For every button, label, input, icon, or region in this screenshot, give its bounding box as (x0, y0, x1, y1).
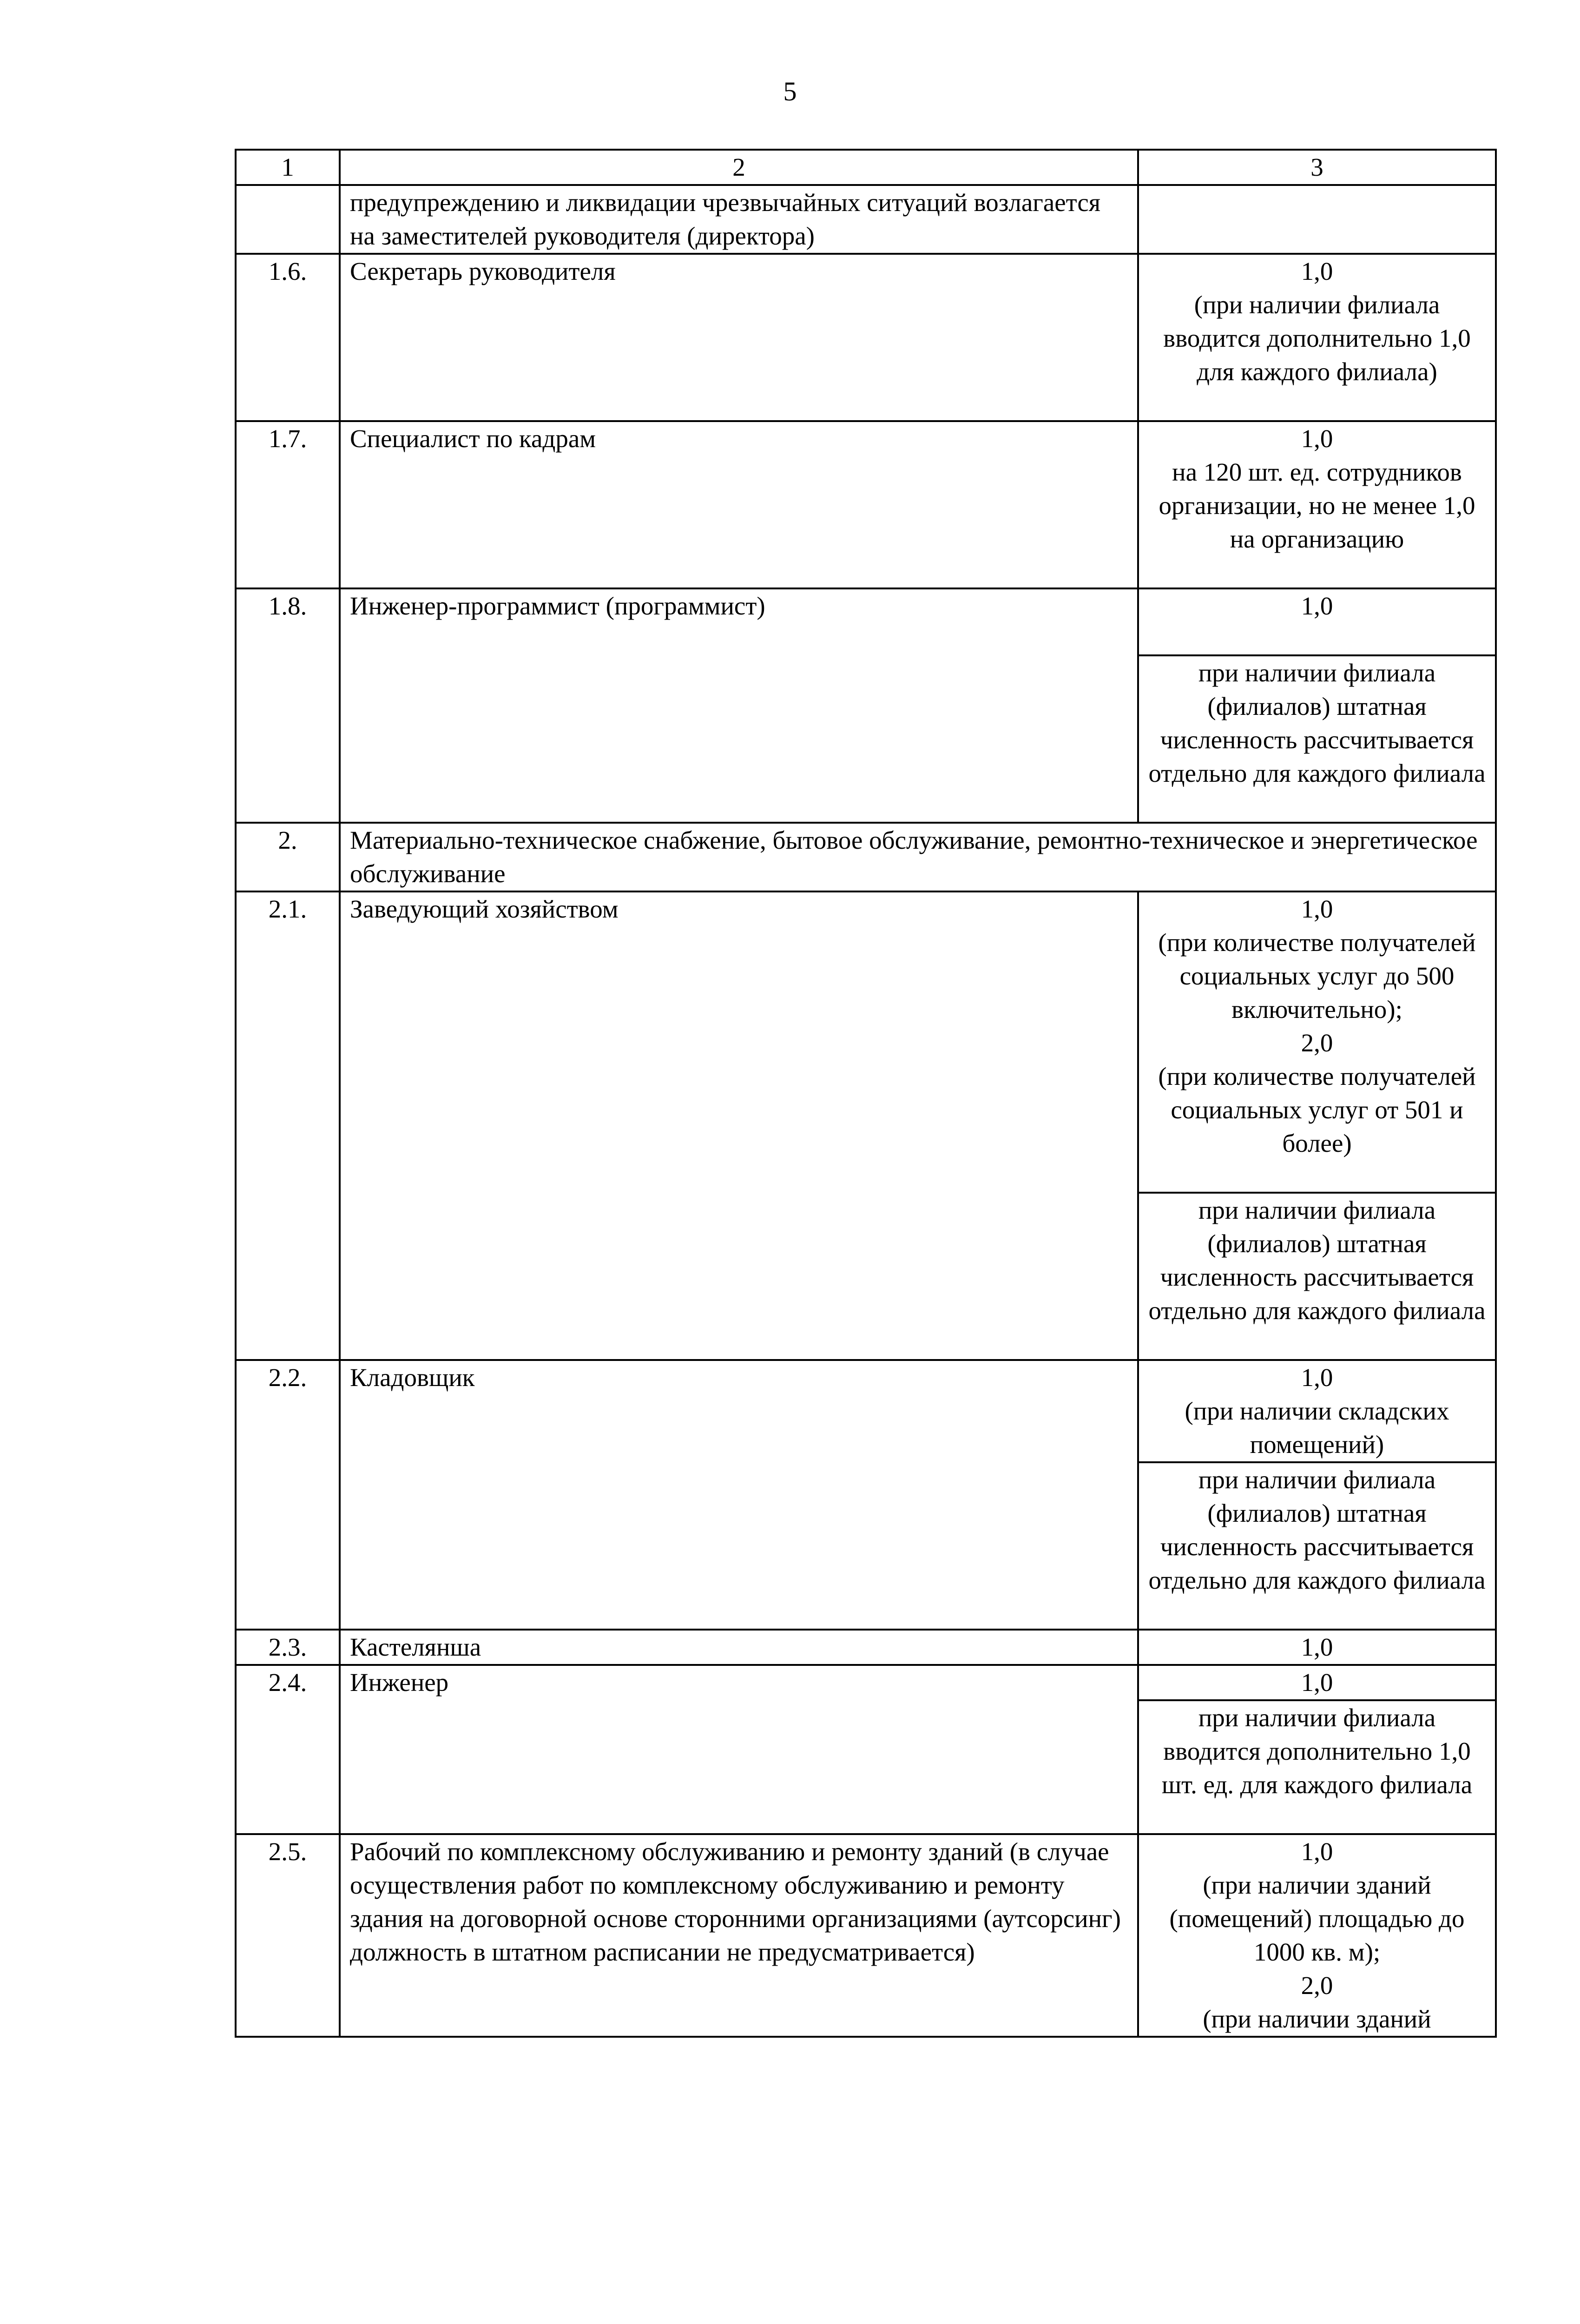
row-position: Секретарь руководителя (340, 254, 1138, 421)
page-number: 5 (783, 76, 797, 106)
row-position: Кладовщик (340, 1360, 1138, 1630)
header-col-1: 1 (236, 150, 340, 185)
table-row (236, 185, 1496, 254)
row-norm: 1,0 (1138, 1630, 1496, 1665)
row-number: 1.7. (236, 421, 340, 588)
table-row (236, 1360, 1496, 1462)
row-position: Специалист по кадрам (340, 421, 1138, 588)
table-row (236, 891, 1496, 1193)
section-title: Материально-техническое снабжение, бытовое обслуживание, ремонтно-техническое и энергетическое обслуживание (340, 823, 1496, 891)
row-position: Инженер (340, 1665, 1138, 1834)
row-number: 2.5. (236, 1834, 340, 2037)
section-number: 2. (236, 823, 340, 891)
header-col-3: 3 (1138, 150, 1496, 185)
row-position: предупреждению и ликвидации чрезвычайных ситуаций возлагается на заместителей руководителя (директора) (340, 185, 1138, 254)
table-row (236, 588, 1496, 655)
row-norm-branch-note: при наличии филиала вводится дополнительно 1,0 шт. ед. для каждого филиала (1138, 1700, 1496, 1834)
staffing-table-body (236, 150, 1496, 2037)
row-position: Рабочий по комплексному обслуживанию и ремонту зданий (в случае осуществления работ по комплексному обслуживанию и ремонту здания на договорной основе сторонними организациями (аутсорсинг) должность в штатном расписании не предусматривается) (340, 1834, 1138, 2037)
table-row (236, 421, 1496, 588)
row-norm-branch-note: при наличии филиала (филиалов) штатная численность рассчитывается отдельно для каждого филиала (1138, 1193, 1496, 1360)
row-position: Кастелянша (340, 1630, 1138, 1665)
row-number: 1.8. (236, 588, 340, 823)
header-col-2: 2 (340, 150, 1138, 185)
row-position: Заведующий хозяйством (340, 891, 1138, 1360)
table-row (236, 254, 1496, 421)
row-number: 1.6. (236, 254, 340, 421)
row-norm: 1,0 (при наличии зданий (помещений) площадью до 1000 кв. м); 2,0 (при наличии зданий (1138, 1834, 1496, 2037)
row-norm: 1,0 (при количестве получателей социальных услуг до 500 включительно); 2,0 (при количестве получателей социальных услуг от 501 и более) (1138, 891, 1496, 1193)
row-norm-branch-note: при наличии филиала (филиалов) штатная численность рассчитывается отдельно для каждого филиала (1138, 655, 1496, 823)
row-number: 2.1. (236, 891, 340, 1360)
table-header-row (236, 150, 1496, 185)
row-norm: 1,0 на 120 шт. ед. сотрудников организации, но не менее 1,0 на организацию (1138, 421, 1496, 588)
row-norm: 1,0 (при наличии складских помещений) (1138, 1360, 1496, 1462)
row-number: 2.3. (236, 1630, 340, 1665)
table-row (236, 1665, 1496, 1700)
row-number: 2.4. (236, 1665, 340, 1834)
table-row (236, 1834, 1496, 2037)
row-norm: 1,0 (1138, 588, 1496, 655)
row-position: Инженер-программист (программист) (340, 588, 1138, 823)
row-norm-branch-note: при наличии филиала (филиалов) штатная численность рассчитывается отдельно для каждого филиала (1138, 1462, 1496, 1630)
staffing-table (235, 149, 1497, 2038)
row-number (236, 185, 340, 254)
row-norm: 1,0 (при наличии филиала вводится дополнительно 1,0 для каждого филиала) (1138, 254, 1496, 421)
row-norm (1138, 185, 1496, 254)
row-norm: 1,0 (1138, 1665, 1496, 1700)
section-row (236, 823, 1496, 891)
table-row (236, 1630, 1496, 1665)
row-number: 2.2. (236, 1360, 340, 1630)
